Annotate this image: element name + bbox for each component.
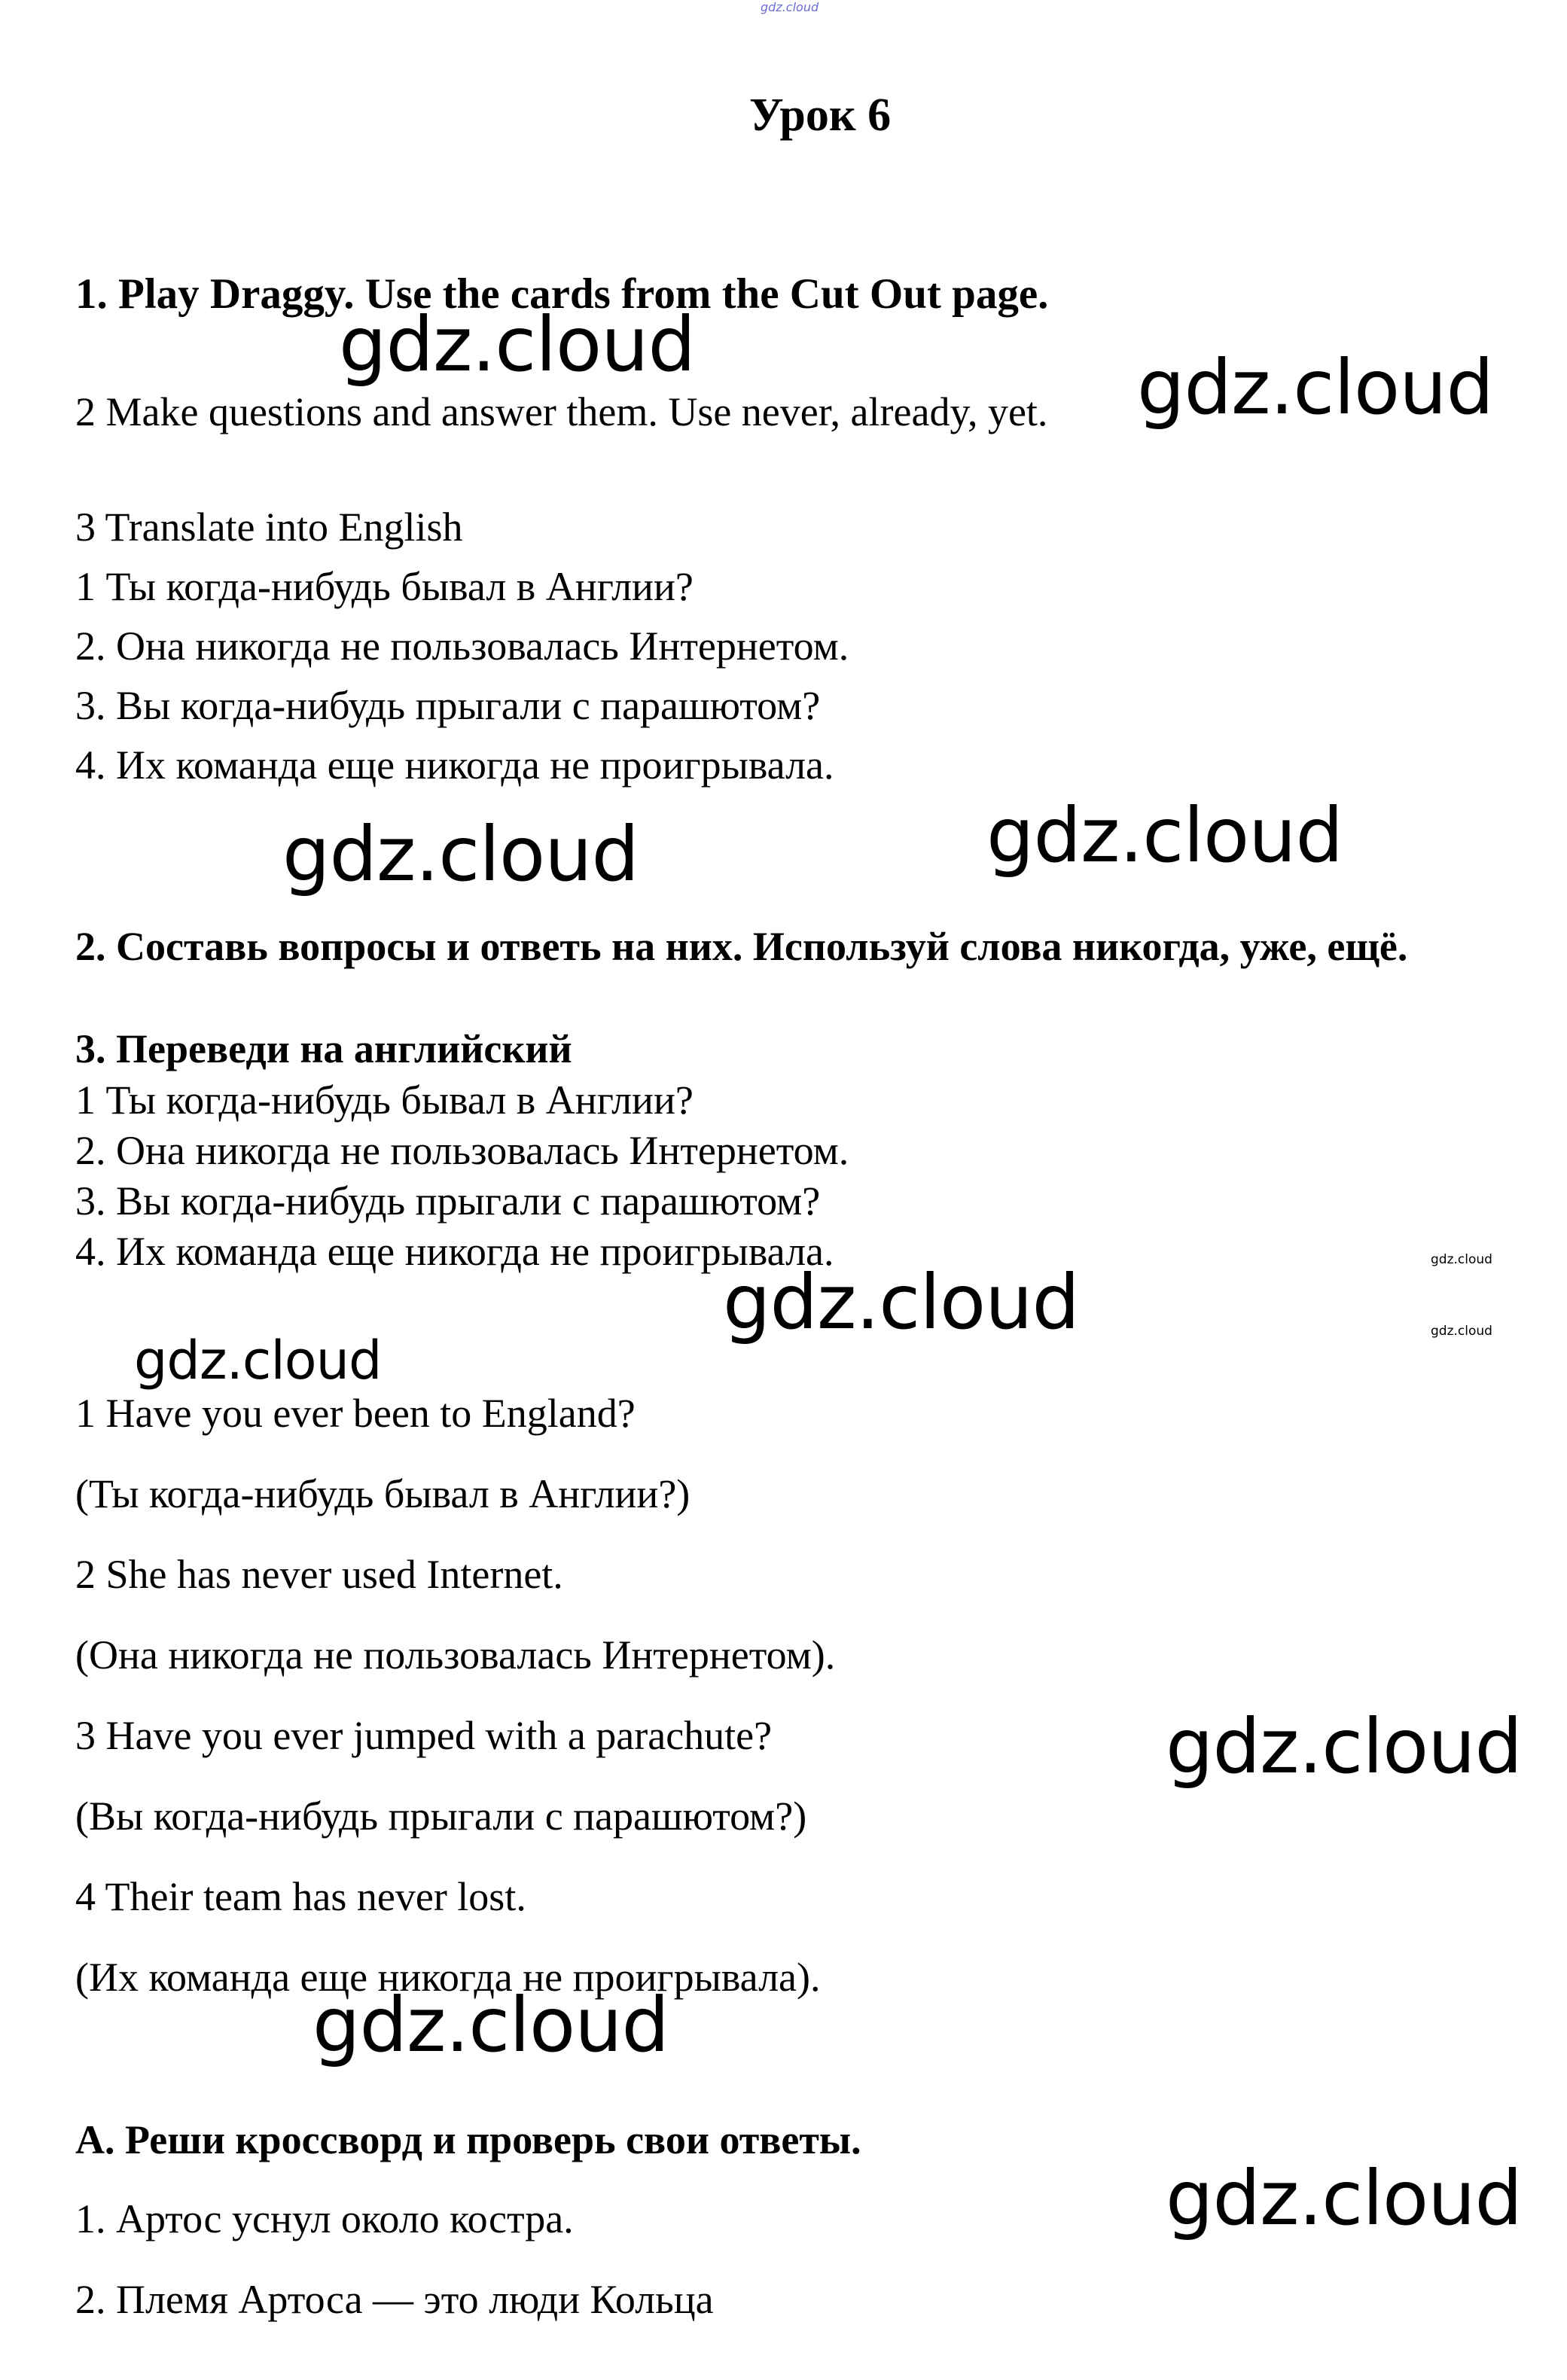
task-a-item-2: 2. Племя Артоса — это люди Кольца	[75, 2277, 714, 2322]
watermark: gdz.cloud	[986, 791, 1343, 879]
header-watermark: gdz.cloud	[761, 0, 819, 14]
answer-4-en: 4 Their team has never lost.	[75, 1874, 526, 1919]
watermark: gdz.cloud	[1166, 2154, 1523, 2242]
sentence-ru-3: 3. Вы когда-нибудь прыгали с парашютом?	[75, 1178, 821, 1224]
answer-2-en: 2 She has never used Internet.	[75, 1552, 563, 1597]
task-a-heading: А. Реши кроссворд и проверь свои ответы.	[75, 2117, 861, 2162]
answer-1-ru: (Ты когда-нибудь бывал в Англии?)	[75, 1471, 691, 1516]
watermark: gdz.cloud	[723, 1258, 1080, 1346]
watermark: gdz.cloud	[1137, 343, 1494, 431]
answer-3-en: 3 Have you ever jumped with a parachute?	[75, 1713, 773, 1758]
page-title: Урок 6	[749, 90, 892, 141]
sentence-ru-4: 4. Их команда еще никогда не проигрывала.	[75, 1229, 834, 1274]
sentence-en-3: 3. Вы когда-нибудь прыгали с парашютом?	[75, 683, 821, 728]
sentence-ru-2: 2. Она никогда не пользовалась Интернетом.	[75, 1128, 849, 1173]
task-2-heading-ru: 2. Составь вопросы и ответь на них. Используй слова никогда, уже, ещё.	[75, 924, 1408, 969]
task-3-heading-ru: 3. Переведи на английский	[75, 1026, 572, 1071]
answer-2-ru: (Она никогда не пользовалась Интернетом).	[75, 1632, 836, 1678]
answer-1-en: 1 Have you ever been to England?	[75, 1391, 636, 1436]
task-a-item-1: 1. Артос уснул около костра.	[75, 2196, 574, 2241]
watermark: gdz.cloud	[339, 300, 696, 389]
watermark: gdz.cloud	[1166, 1702, 1523, 1790]
sentence-en-1: 1 Ты когда-нибудь бывал в Англии?	[75, 564, 694, 609]
answer-4-ru: (Их команда еще никогда не проигрывала).	[75, 1955, 821, 2000]
watermark: gdz.cloud	[134, 1330, 382, 1391]
task-2-text-en: 2 Make questions and answer them. Use never, already, yet.	[75, 389, 1048, 434]
watermark: gdz.cloud	[312, 1981, 669, 2069]
answer-3-ru: (Вы когда-нибудь прыгали с парашютом?)	[75, 1793, 807, 1839]
watermark: gdz.cloud	[282, 810, 639, 898]
sentence-en-2: 2. Она никогда не пользовалась Интернетом.	[75, 623, 849, 669]
task-1-heading: 1. Play Draggy. Use the cards from the Cut Out page.	[75, 270, 1049, 318]
sentence-en-4: 4. Их команда еще никогда не проигрывала.	[75, 742, 834, 788]
task-3-heading-en: 3 Translate into English	[75, 504, 463, 550]
small-watermark: gdz.cloud	[1431, 1252, 1492, 1267]
small-watermark: gdz.cloud	[1431, 1324, 1492, 1339]
sentence-ru-1: 1 Ты когда-нибудь бывал в Англии?	[75, 1077, 694, 1123]
